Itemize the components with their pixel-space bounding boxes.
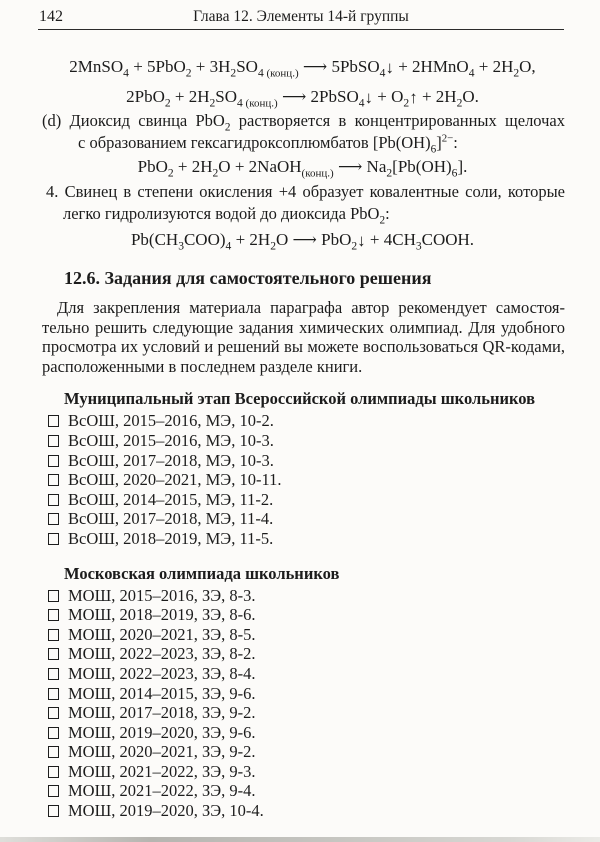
task-list-item [48, 723, 565, 743]
task-label: ВсОШ, 2017–2018, МЭ, 11-4. [68, 509, 274, 529]
task-label: МОШ, 2021–2022, ЗЭ, 9-3. [68, 761, 256, 781]
checkbox-icon [48, 455, 59, 467]
task-label: МОШ, 2021–2022, ЗЭ, 9-4. [68, 781, 256, 801]
page-number: 142 [39, 8, 63, 25]
paragraph-line: тельно решить следующие задания химических олимпиад. Для удобного [42, 317, 565, 337]
page-header [38, 0, 564, 30]
paragraph-line: расположенными в последнем разделе книги. [42, 356, 363, 376]
checkbox-icon [48, 435, 59, 447]
checkbox-icon [48, 533, 59, 545]
task-list-item [48, 703, 565, 723]
item-4-paragraph: 4. Свинец в степени окисления +4 образует ковалентные соли, которые легко гидролизуются водой до диоксида PbO$_2$: [46, 182, 565, 227]
chapter-title: Глава 12. Элементы 14-й группы [193, 8, 409, 25]
vsosh-task-list [48, 411, 565, 548]
task-list-item [48, 801, 565, 821]
task-list-item [48, 625, 565, 645]
checkbox-icon [48, 629, 59, 641]
task-list-item [48, 509, 565, 529]
mosh-task-list [48, 586, 565, 821]
equation-pbo2-h2so4: $2PbO_2 + 2H_2SO_4$ $_{(конц.)}$ ⟶ 2PbSO$_4$↓ + $O_2↑ + 2H_2O$. [126, 87, 479, 110]
checkbox-icon [48, 648, 59, 660]
task-list-item [48, 490, 565, 510]
task-label: ВсОШ, 2015–2016, МЭ, 10-2. [68, 411, 274, 431]
task-label: ВсОШ, 2018–2019, МЭ, 11-5. [68, 528, 274, 548]
equation-pbo2-naoh: $PbO_2 + 2H_2O$ + 2NaOH$_{(конц.)}$ ⟶ $Na_2[Pb(OH)_6]$. [137, 157, 468, 180]
task-label: МОШ, 2019–2020, ЗЭ, 9-6. [68, 722, 256, 742]
list-heading-mosh: Московская олимпиада школьников [64, 563, 340, 583]
checkbox-icon [48, 727, 59, 739]
task-label: МОШ, 2015–2016, ЗЭ, 8-3. [68, 585, 256, 605]
task-label: МОШ, 2022–2023, ЗЭ, 8-2. [68, 644, 256, 664]
task-list-item [48, 605, 565, 625]
task-label: МОШ, 2020–2021, ЗЭ, 9-2. [68, 742, 256, 762]
task-label: ВсОШ, 2017–2018, МЭ, 10-3. [68, 450, 274, 470]
checkbox-icon [48, 805, 59, 817]
checkbox-icon [48, 474, 59, 486]
section-heading: 12.6. Задания для самостоятельного решения [64, 268, 432, 288]
task-list-item [48, 781, 565, 801]
task-list-item [48, 664, 565, 684]
checkbox-icon [48, 590, 59, 602]
checkbox-icon [48, 766, 59, 778]
equation-mnso4-pbo2: 2MnSO$_4$ + $5PbO_2 + 3H_2SO_4$ $_{(конц.)}$ ⟶ 5PbSO$_4$↓ + 2HMnO$_4$ + $2H_2O$, [69, 57, 536, 80]
task-label: ВсОШ, 2014–2015, МЭ, 11-2. [68, 489, 274, 509]
checkbox-icon [48, 707, 59, 719]
task-list-item [48, 411, 565, 431]
task-list-item [48, 451, 565, 471]
item-d-paragraph: (d) Диоксид свинца PbO$_2$ растворяется в концентрированных щелочах с образованием гексагидроксоплюмбатов $[Pb(OH)_6]^{2-}$: [42, 111, 566, 156]
checkbox-icon [48, 415, 59, 427]
task-list-item [48, 431, 565, 451]
checkbox-icon [48, 688, 59, 700]
paragraph-line: Для закрепления материала параграфа автор рекомендует самостоя- [57, 298, 565, 317]
task-label: МОШ, 2018–2019, ЗЭ, 8-6. [68, 605, 256, 625]
task-label: ВсОШ, 2020–2021, МЭ, 10-11. [68, 470, 282, 490]
paragraph-line: просмотра их условий и решений вы можете воспользоваться QR-кодами, [42, 337, 565, 357]
task-list-item [48, 742, 565, 762]
task-list-item [48, 684, 565, 704]
task-list-item [48, 529, 565, 549]
task-label: МОШ, 2014–2015, ЗЭ, 9-6. [68, 683, 256, 703]
checkbox-icon [48, 746, 59, 758]
scan-bottom-edge [0, 837, 600, 842]
task-label: МОШ, 2022–2023, ЗЭ, 8-4. [68, 663, 256, 683]
checkbox-icon [48, 609, 59, 621]
task-label: МОШ, 2019–2020, ЗЭ, 10-4. [68, 801, 264, 821]
checkbox-icon [48, 668, 59, 680]
task-label: МОШ, 2017–2018, ЗЭ, 9-2. [68, 703, 256, 723]
checkbox-icon [48, 513, 59, 525]
task-list-item [48, 762, 565, 782]
task-list-item [48, 470, 565, 490]
equation-lead-acetate: $Pb(CH_3COO)_4 + 2H_2O$ ⟶ PbO$_2$↓ + $4CH_3COOH$. [130, 230, 475, 253]
task-label: ВсОШ, 2015–2016, МЭ, 10-3. [68, 430, 274, 450]
checkbox-icon [48, 785, 59, 797]
intro-paragraph [42, 298, 565, 376]
checkbox-icon [48, 494, 59, 506]
task-list-item [48, 644, 565, 664]
task-label: МОШ, 2020–2021, ЗЭ, 8-5. [68, 624, 256, 644]
list-heading-vsosh: Муниципальный этап Всероссийской олимпиады школьников [64, 389, 536, 409]
task-list-item [48, 586, 565, 606]
